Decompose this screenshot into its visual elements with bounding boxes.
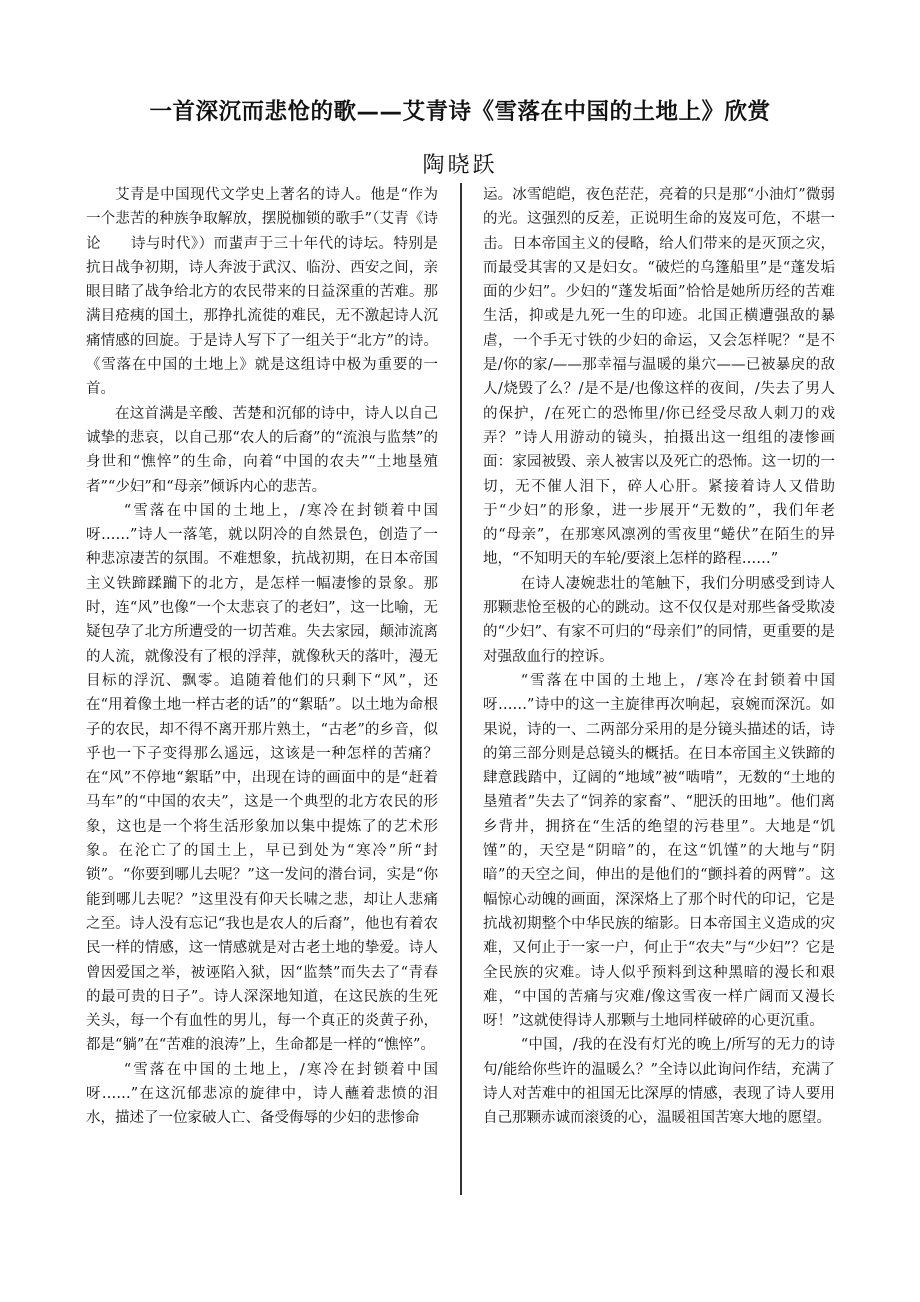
paragraph: 艾青是中国现代文学史上著名的诗人。他是“作为一个悲苦的种族争取解放，摆脱枷锁的歌手”（艾青《诗论 诗与时代》）而蜚声于三十年代的诗坛。特别是抗日战争初期，诗人奔波于武汉、临汾、西安之间，亲眼目睹了战争给北方的农民带来的日益深重的苦难。那满目疮痍的国土，那挣扎流徙的难民，无不激起诗人沉痛情感的回旋。于是诗人写下了一组关于“北方”的诗。《雪落在中国的土地上》就是这组诗中极为重要的一首。 xyxy=(86,187,438,398)
paragraph: 在诗人凄婉悲壮的笔触下，我们分明感受到诗人那颗悲怆至极的心的跳动。这不仅仅是对那些备受欺凌的“少妇”、有家不可归的“母亲们”的同情，更重要的是对强敌血行的控诉。 xyxy=(483,575,835,665)
article-title: 一首深沉而悲怆的歌——艾青诗《雪落在中国的土地上》欣赏 xyxy=(149,99,771,125)
paragraph: 在这首满是辛酸、苦楚和沉郁的诗中，诗人以自己诚挚的悲哀，以自己那“农人的后裔”的“流浪与监禁”的身世和“憔悴”的生命，向着“中国的农夫”“土地垦殖者”“少妇”和“母亲”倾诉内心的悲苦。 xyxy=(86,405,438,495)
column-divider xyxy=(460,183,462,1195)
paragraph: “雪落在中国的土地上，/寒冷在封锁着中国呀……”诗人一落笔，就以阴冷的自然景色，创造了一种悲凉凄苦的氛围。不难想象，抗战初期，在日本帝国主义铁蹄蹂躏下的北方，是怎样一幅凄惨的景象。那时，连“风”也像“一个太悲哀了的老妇”，这一比喻，无疑包孕了北方所遭受的一切苦难。失去家园，颠沛流离的人流，就像没有了根的浮萍，就像秋天的落叶，漫无目标的浮沉、飘零。追随着他们的只剩下“风”，还在“用着像土地一样古老的话”的“絮聒”。以土地为命根子的农民，却不得不离开那片熟土，“古老”的乡音，似乎也一下子变得那么遥远，这该是一种怎样的苦痛？在“风”不停地“絮聒”中，出现在诗的画面中的是“赶着马车”的“中国的农夫”，这是一个典型的北方农民的形象，这也是一个将生活形象加以集中提炼了的艺术形象。在沦亡了的国土上，早已到处为“寒冷”所“封锁”。“你要到哪儿去呢？”这一发问的潜台词，实是“你能到哪儿去呢？”这里没有仰天长啸之悲，却让人悲痛之至。诗人没有忘记“我也是农人的后裔”，他也有着农民一样的情感，这一情感就是对古老土地的挚爱。诗人曾因爱国之举，被诬陷入狱，因“监禁”而失去了“青春的最可贵的日子”。诗人深深地知道，在这民族的生死关头，每一个有血性的男儿，每一个真正的炎黄子孙，都是“躺”在“苦难的浪涛”上，生命都是一样的“憔悴”。 xyxy=(86,502,438,1054)
left-column xyxy=(86,183,438,1131)
paragraph: “雪落在中国的土地上，/寒冷在封锁着中国呀……”在这沉郁悲凉的旋律中，诗人蘸着悲愤的泪水，描述了一位家破人亡、备受侮辱的少妇的悲惨命 xyxy=(86,1061,438,1127)
paragraph: “雪落在中国的土地上，/寒冷在封锁着中国呀……”诗中的这一主旋律再次响起，哀婉而深沉。如果说，诗的一、二两部分采用的是分镜头描述的话，诗的第三部分则是总镜头的概括。在日本帝国主义铁蹄的肆意践踏中，辽阔的“地域”被“啮啃”，无数的“土地的垦殖者”失去了“饲养的家畜”、“肥沃的田地”。他们离乡背井，拥挤在“生活的绝望的污巷里”。大地是“饥馑”的，天空是“阴暗”的，在这“饥馑”的大地与“阴暗”的天空之间，伸出的是他们的“颤抖着的两臂”。这幅惊心动魄的画面，深深烙上了那个时代的印记，它是抗战初期整个中华民族的缩影。日本帝国主义造成的灾难，又何止于一家一户，何止于“农夫”与“少妇”？它是全民族的灾难。诗人似乎预料到这种黑暗的漫长和艰难，“中国的苦痛与灾难/像这雪夜一样广阔而又漫长呀！”这就使得诗人那颗与土地同样破碎的心更沉重。 xyxy=(483,672,835,1030)
right-column xyxy=(483,183,835,1131)
paragraph: 运。冰雪皑皑，夜色茫茫，亮着的只是那“小油灯”微弱的光。这强烈的反差，正说明生命的岌岌可危，不堪一击。日本帝国主义的侵略，给人们带来的是灭顶之灾，而最受其害的又是妇女。“破烂的乌篷船里”是“蓬发垢面的少妇”。少妇的“蓬发垢面”恰恰是她所历经的苦难生活，抑或是九死一生的印迹。北国正横遭强敌的暴虐，一个手无寸铁的少妇的命运，又会怎样呢？“是不是/你的家/——那幸福与温暖的巢穴——已被暴戾的敌人/烧毁了么？/是不是/也像这样的夜间，/失去了男人的保护，/在死亡的恐怖里/你已经受尽敌人刺刀的戏弄？”诗人用游动的镜头，拍摄出这一组组的凄惨画面：家园被毁、亲人被害以及死亡的恐怖。这一切的一切，无不催人泪下，碎人心肝。紧接着诗人又借助于“少妇”的形象，进一步展开“无数的”，我们年老的“母亲”，在那寒风凛冽的雪夜里“蜷伏”在陌生的异地，“不知明天的车轮/要滚上怎样的路程……” xyxy=(483,187,835,568)
author-name: 陶晓跃 xyxy=(422,153,498,178)
paragraph: “中国，/我的在没有灯光的晚上/所写的无力的诗句/能给你些许的温暖么？”全诗以此询问作结，充满了诗人对苦难中的祖国无比深厚的情感，表现了诗人要用自己那颗赤诚而滚烫的心，温暖祖国苦寒大地的愿望。 xyxy=(483,1037,835,1127)
